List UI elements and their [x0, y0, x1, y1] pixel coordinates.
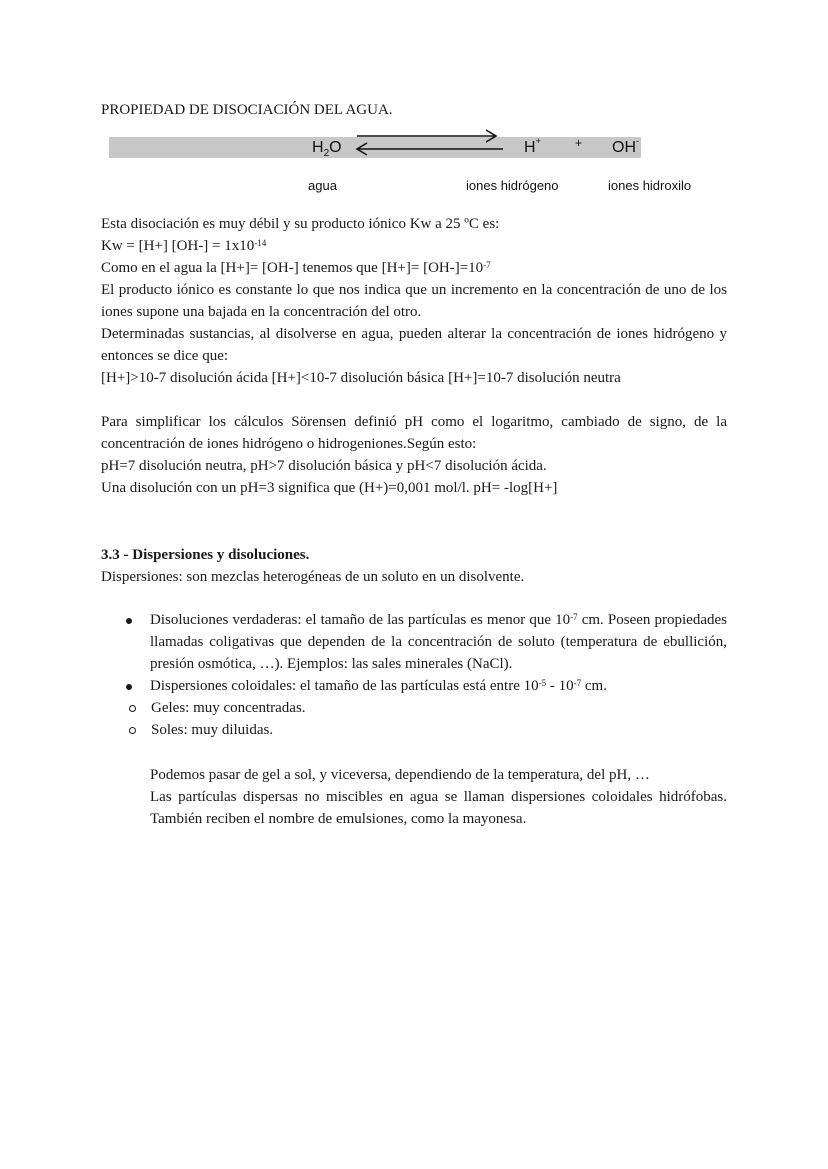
- equilibrium-arrows-icon: [353, 128, 503, 156]
- acid-base-neutral-line: [H+]>10-7 disolución ácida [H+]<10-7 disolución básica [H+]=10-7 disolución neutra: [101, 370, 621, 386]
- ph-example-line: Una disolución con un pH=3 significa que (H+)=0,001 mol/l. pH= -log[H+]: [101, 480, 558, 496]
- dispersions-definition: Dispersiones: son mezclas heterogéneas de un soluto en un disolvente.: [101, 569, 525, 585]
- list-item-sols: Soles: muy diluidas.: [101, 719, 727, 741]
- caption-hydroxyl-ions: iones hidroxilo: [608, 178, 692, 193]
- colloid-subtypes-list: [101, 697, 727, 741]
- hollow-bullet-icon: [129, 727, 136, 734]
- kw-formula: Kw = [H+] $[OH-] = 1x10^{-14}$: [101, 238, 267, 254]
- equal-concentration: Como en el agua la [H+]= [OH-] tenemos que $[H+]= [OH-]=10^{-7}$: [101, 260, 491, 276]
- kw-intro: Esta disociación es muy débil y su producto iónico Kw a 25 ºC es:: [101, 216, 500, 232]
- ionic-product-paragraph: El producto iónico es constante lo que nos indica que un incremento en la concentración de uno de los iones supone una bajada en la concentración del otro.: [101, 282, 727, 320]
- section-dispersions: [101, 544, 727, 588]
- bullet-icon: [126, 618, 132, 624]
- plus-sign: +: [575, 136, 583, 150]
- list-item-gels: Geles: muy concentradas.: [101, 697, 727, 719]
- colloid-notes: [150, 764, 727, 830]
- page-title: PROPIEDAD DE DISOCIACIÓN DEL AGUA.: [101, 102, 393, 118]
- substances-paragraph: Determinadas sustancias, al disolverse en agua, pueden alterar la concentración de iones hidrógeno y entonces se dice que:: [101, 326, 727, 364]
- product-hydrogen-ion: H+: [524, 136, 541, 156]
- section-heading: 3.3 - Dispersiones y disoluciones.: [101, 547, 310, 563]
- ph-text: [101, 411, 727, 499]
- sorensen-paragraph: Para simplificar los cálculos Sörensen definió pH como el logaritmo, cambiado de signo, de la concentración de iones hidrógeno o hidrogeniones.Según esto:: [101, 414, 727, 452]
- emulsions-paragraph: Las partículas dispersas no miscibles en agua se llaman dispersiones coloidales hidrófobas. También reciben el nombre de emulsiones, como la mayonesa.: [150, 789, 727, 827]
- hollow-bullet-icon: [129, 705, 136, 712]
- caption-water: agua: [308, 178, 337, 193]
- ph-scale-line: pH=7 disolución neutra, pH>7 disolución básica y pH<7 disolución ácida.: [101, 458, 547, 474]
- dissociation-text: [101, 213, 727, 389]
- dispersion-types-list: [101, 609, 727, 741]
- reactant-water: $H_2O$: [312, 139, 342, 160]
- list-item-true-solutions: Disoluciones verdaderas: el tamaño de las partículas es menor que $10^{-7}$ cm. Poseen propiedades llamadas coligativas que dependen de la concentración de soluto (temperatura de ebullición, presión osmótica, …). Ejemplos: las sales minerales (NaCl).: [101, 609, 727, 675]
- gel-sol-line: Podemos pasar de gel a sol, y viceversa, dependiendo de la temperatura, del pH, …: [150, 767, 650, 783]
- list-item-colloidal-dispersions: Dispersiones coloidales: el tamaño de las partículas está entre $10^{-5} - 10^{-7}$ cm. Geles: muy concentradas. Soles: muy diluidas.: [101, 675, 727, 741]
- product-hydroxyl-ion: OH-: [612, 136, 639, 156]
- caption-hydrogen-ions: iones hidrógeno: [466, 178, 559, 193]
- bullet-icon: [126, 684, 132, 690]
